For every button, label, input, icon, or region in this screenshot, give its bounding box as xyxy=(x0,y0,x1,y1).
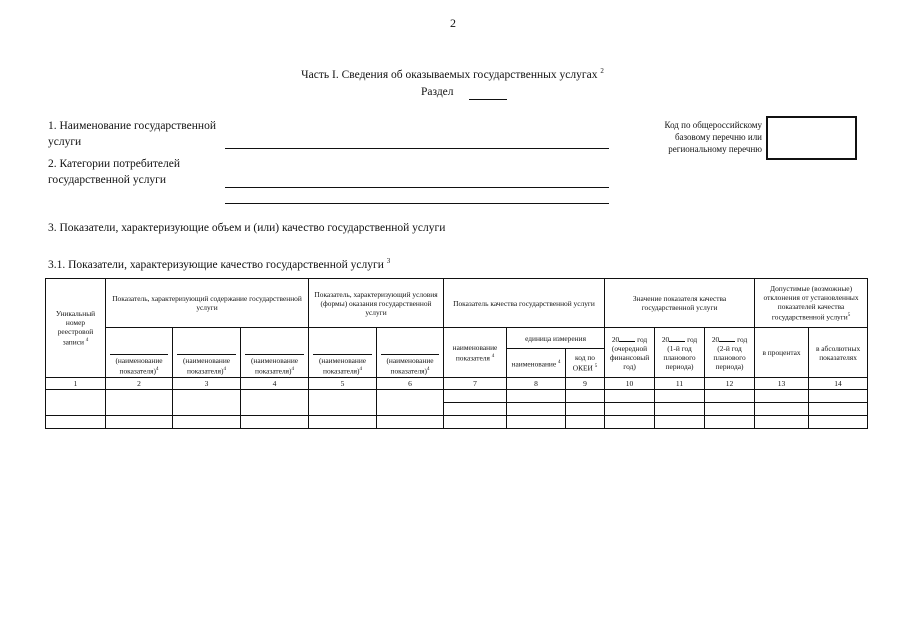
header-unit-name xyxy=(507,349,566,378)
table-row xyxy=(46,416,868,429)
header-indicator-1-text: (наименование показателя) xyxy=(115,355,163,375)
table-cell[interactable] xyxy=(809,390,868,403)
header-indicator-2 xyxy=(173,328,241,378)
table-cell[interactable] xyxy=(173,416,241,429)
col-number: 1 xyxy=(46,378,106,390)
header-indicator-5-note: 4 xyxy=(427,366,430,372)
column-numbers-row xyxy=(46,378,868,390)
header-indicator-2-note: 4 xyxy=(223,366,226,372)
section-3-heading: 3. Показатели, характеризующие объем и (или) качество государственной услуги xyxy=(48,222,446,234)
year-2-desc: (1-й год планового периода) xyxy=(663,343,696,371)
table-cell[interactable] xyxy=(241,390,309,416)
header-conditions-group: Показатель, характеризующий условия (формы) оказания государственной услуги xyxy=(309,279,444,328)
header-unit-name-note: 4 xyxy=(558,359,561,365)
header-year-3 xyxy=(705,328,755,378)
col-number: 3 xyxy=(173,378,241,390)
table-cell[interactable] xyxy=(444,403,507,416)
table-cell[interactable] xyxy=(605,403,655,416)
header-value-group: Значение показателя качества государственной услуги xyxy=(605,279,755,328)
header-okei-note: 5 xyxy=(594,364,598,370)
year-2-blank[interactable] xyxy=(669,341,685,342)
table-cell[interactable] xyxy=(507,416,566,429)
col-number: 5 xyxy=(309,378,377,390)
section-3-1-heading xyxy=(48,257,390,271)
table-cell[interactable] xyxy=(655,403,705,416)
table-cell[interactable] xyxy=(605,390,655,403)
header-indicator-5 xyxy=(377,328,444,378)
col-number: 6 xyxy=(377,378,444,390)
quality-indicators-table xyxy=(45,278,868,429)
consumer-categories-label: 2. Категории потребителей государственной услуги xyxy=(48,158,180,186)
header-unique-number-text: Уникальный номер реестровой записи xyxy=(55,309,96,347)
header-dev-absolute: в абсолютных показателях xyxy=(809,328,868,378)
header-content-group: Показатель, характеризующий содержание государственной услуги xyxy=(106,279,309,328)
header-deviation-group xyxy=(755,279,868,328)
registry-code-box[interactable] xyxy=(766,116,857,160)
header-okei-text: код по ОКЕИ xyxy=(572,353,595,373)
table-cell[interactable] xyxy=(809,403,868,416)
table-cell[interactable] xyxy=(566,390,605,403)
table-cell[interactable] xyxy=(809,416,868,429)
year-1-word: год xyxy=(637,334,648,344)
header-unit-name-text: наименование xyxy=(511,359,557,369)
registry-code-label: Код по общероссийскому базовому перечню или региональному перечню xyxy=(664,120,762,154)
col-number: 14 xyxy=(809,378,868,390)
table-cell[interactable] xyxy=(241,416,309,429)
table-cell[interactable] xyxy=(309,390,377,416)
header-indicator-4-note: 4 xyxy=(359,366,362,372)
header-quality-group: Показатель качества государственной услуги xyxy=(444,279,605,328)
table-cell[interactable] xyxy=(705,403,755,416)
header-okei-code xyxy=(566,349,605,378)
page-number: 2 xyxy=(450,16,456,30)
table-cell[interactable] xyxy=(507,403,566,416)
consumer-categories-line-2[interactable] xyxy=(225,203,609,204)
table-cell[interactable] xyxy=(705,390,755,403)
section-label: Раздел xyxy=(421,86,454,98)
header-indicator-4 xyxy=(309,328,377,378)
table-cell[interactable] xyxy=(309,416,377,429)
col-number: 4 xyxy=(241,378,309,390)
consumer-categories-line-1[interactable] xyxy=(225,187,609,188)
table-cell[interactable] xyxy=(655,390,705,403)
table-cell[interactable] xyxy=(46,390,106,416)
table-cell[interactable] xyxy=(173,390,241,416)
col-number: 12 xyxy=(705,378,755,390)
col-number: 10 xyxy=(605,378,655,390)
table-cell[interactable] xyxy=(566,403,605,416)
header-unit-group: единица измерения xyxy=(507,328,605,349)
table-cell[interactable] xyxy=(507,390,566,403)
header-indicator-5-text: (наименование показателя) xyxy=(386,355,434,375)
year-2-word: год xyxy=(687,334,698,344)
year-3-blank[interactable] xyxy=(719,341,735,342)
header-indicator-3-note: 4 xyxy=(291,366,294,372)
table-cell[interactable] xyxy=(705,416,755,429)
header-year-2 xyxy=(655,328,705,378)
table-cell[interactable] xyxy=(755,403,809,416)
header-indicator-1 xyxy=(106,328,173,378)
header-deviation-note: 5 xyxy=(847,313,851,319)
table-cell[interactable] xyxy=(605,416,655,429)
col-number: 7 xyxy=(444,378,507,390)
section-number-line[interactable] xyxy=(469,99,507,100)
part-title xyxy=(0,67,905,81)
section-3-1-text: 3.1. Показатели, характеризующие качество государственной услуги xyxy=(48,258,384,271)
year-2-prefix: 20 xyxy=(661,334,670,344)
table-cell[interactable] xyxy=(377,416,444,429)
header-quality-name-note: 4 xyxy=(491,353,495,359)
header-year-1 xyxy=(605,328,655,378)
table-cell[interactable] xyxy=(655,416,705,429)
service-name-line[interactable] xyxy=(225,148,609,149)
part-title-footnote: 2 xyxy=(600,67,604,75)
col-number: 11 xyxy=(655,378,705,390)
header-unique-number-note: 4 xyxy=(85,338,89,344)
table-cell[interactable] xyxy=(106,416,173,429)
header-deviation-text: Допустимые (возможные) отклонения от установленных показателей качества государственной услуги xyxy=(763,284,859,322)
col-number: 2 xyxy=(106,378,173,390)
year-1-prefix: 20 xyxy=(611,334,620,344)
header-indicator-3 xyxy=(241,328,309,378)
table-row xyxy=(46,390,868,403)
table-cell[interactable] xyxy=(106,390,173,416)
col-number: 8 xyxy=(507,378,566,390)
table-cell[interactable] xyxy=(755,416,809,429)
table-cell[interactable] xyxy=(46,416,106,429)
year-3-prefix: 20 xyxy=(711,334,720,344)
part-title-text: Часть I. Сведения об оказываемых государственных услугах xyxy=(301,68,598,81)
year-1-blank[interactable] xyxy=(619,341,635,342)
header-unique-number xyxy=(46,279,106,378)
header-indicator-2-text: (наименование показателя) xyxy=(182,355,231,375)
header-indicator-4-text: (наименование показателя) xyxy=(318,355,367,375)
col-number: 9 xyxy=(566,378,605,390)
section-3-1-footnote: 3 xyxy=(386,257,391,265)
year-3-desc: (2-й год планового периода) xyxy=(713,343,746,371)
header-indicator-3-text: (наименование показателя) xyxy=(250,355,299,375)
header-quality-name-text: наименование показателя xyxy=(452,342,498,363)
table-cell[interactable] xyxy=(377,390,444,416)
header-quality-name xyxy=(444,328,507,378)
header-indicator-1-note: 4 xyxy=(155,366,159,372)
service-name-label: 1. Наименование государственной услуги xyxy=(48,120,216,148)
table-cell[interactable] xyxy=(566,416,605,429)
header-dev-percent: в процентах xyxy=(755,328,809,378)
year-3-word: год xyxy=(737,334,748,344)
table-cell[interactable] xyxy=(755,390,809,403)
year-1-desc: (очередной финансовый год) xyxy=(609,343,650,371)
table-cell[interactable] xyxy=(444,416,507,429)
table-cell[interactable] xyxy=(444,390,507,403)
col-number: 13 xyxy=(755,378,809,390)
